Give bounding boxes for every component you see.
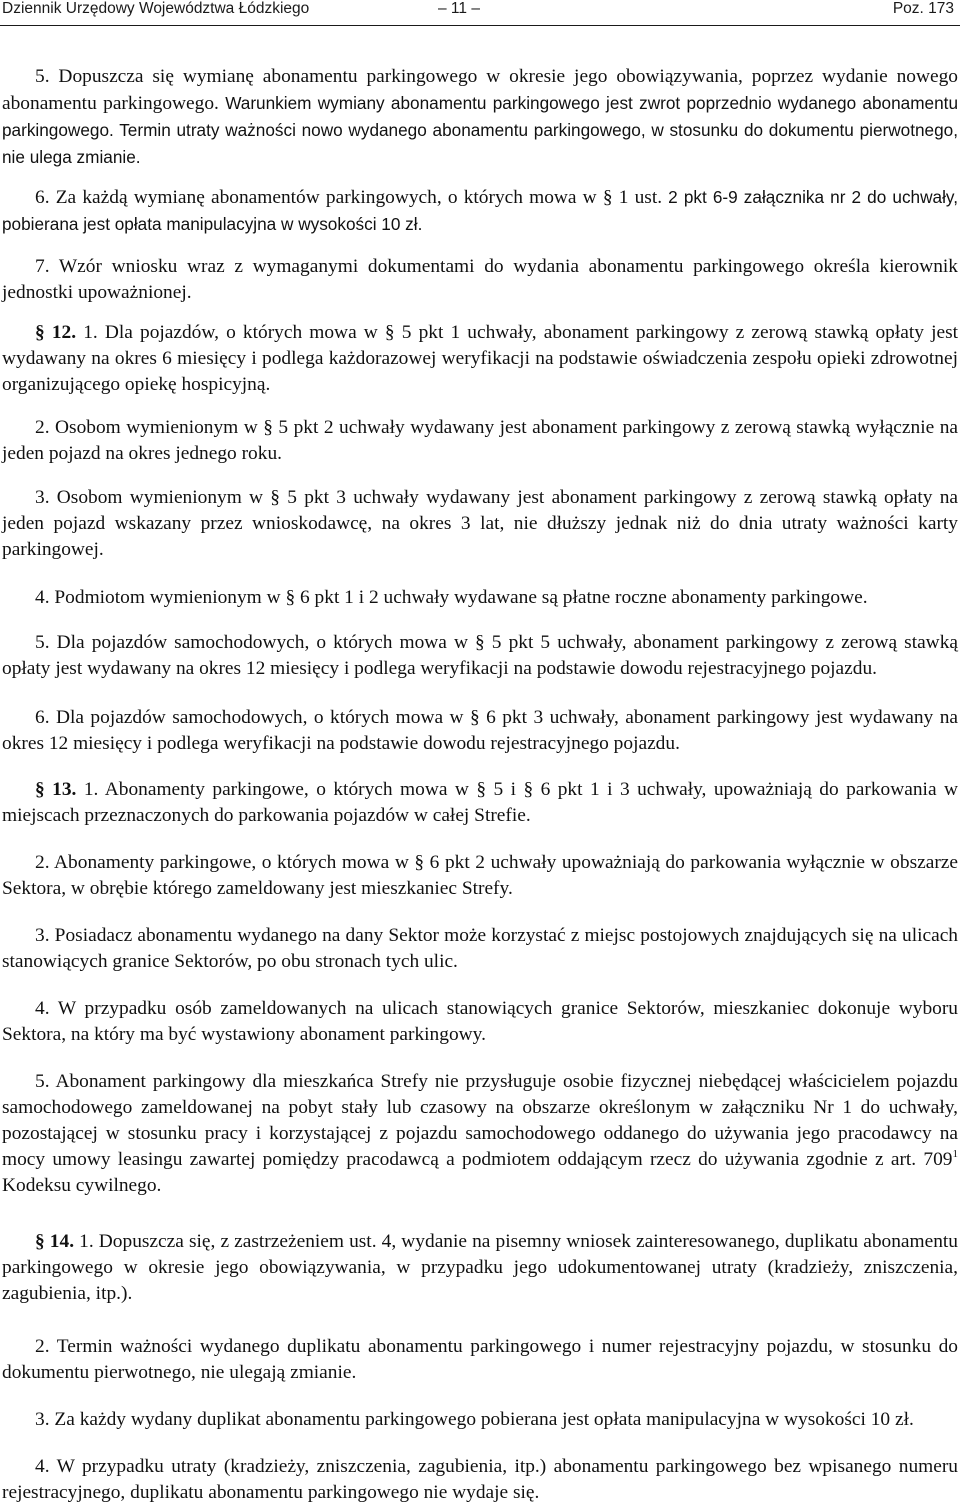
paragraph-s14-4: 4. W przypadku utraty (kradzieży, zniszczenia, zagubienia, itp.) abonamentu parkingowego bez wpisanego numeru rejestracyjnego, duplikatu abonamentu parkingowego nie wydaje się. — [2, 1456, 958, 1503]
paragraph-s12-3: 3. Osobom wymienionym w § 5 pkt 3 uchwały wydawany jest abonament parkingowy z zerową stawką opłaty na jeden pojazd wskazany przez wnioskodawcę, na okres 3 lat, nie dłuższy jednak niż do dnia utraty ważności karty parkingowej. — [2, 487, 958, 560]
position-number: Poz. 173 — [892, 0, 954, 17]
paragraph-s14-3: 3. Za każdy wydany duplikat abonamentu parkingowego pobierana jest opłata manipulacyjna w wysokości 10 zł. — [35, 1409, 914, 1430]
page-header — [0, 0, 960, 26]
paragraph-s13-4: 4. W przypadku osób zameldowanych na ulicach stanowiących granice Sektorów, mieszkaniec dokonuje wyboru Sektora, na który ma być wystawiony abonament parkingowy. — [2, 998, 958, 1045]
header-rule — [0, 25, 960, 26]
paragraph-12-7: 7. Wzór wniosku wraz z wymaganymi dokumentami do wydania abonamentu parkingowego określa kierownik jednostki upoważnionej. — [2, 256, 958, 303]
sans-fragment: Warunkiem wymiany abonamentu parkingowego jest zwrot poprzednio wydanego abonamentu parkingowego. Termin utraty ważności nowo wydanego abonamentu parkingowego, w stosunku do dokumentu pierwotnego, nie ulega zmianie. — [2, 93, 958, 167]
paragraph-s14-1: § 14. 1. Dopuszcza się, z zastrzeżeniem ust. 4, wydanie na pisemny wniosek zainteresowanego, duplikatu abonamentu parkingowego w okresie jego obowiązywania, w przypadku jego udokumentowanej utraty (kradzieży, zniszczenia, zagubienia, itp.). — [2, 1231, 958, 1304]
paragraph-s12-2: 2. Osobom wymienionym w § 5 pkt 2 uchwały wydawany jest abonament parkingowy z zerową stawką wyłącznie na jeden pojazd na okres jednego roku. — [2, 417, 958, 464]
document-body — [2, 64, 958, 1506]
section-number: § 13. — [35, 779, 77, 800]
paragraph-s12-1: § 12. 1. Dla pojazdów, o których mowa w § 5 pkt 1 uchwały, abonament parkingowy z zerową stawką opłaty jest wydawany na okres 6 miesięcy i podlega każdorazowej weryfikacji na podstawie oświadczenia zespołu opieki zdrowotnej organizującego opiekę hospicyjną. — [2, 322, 959, 395]
section-number: § 12. — [35, 322, 77, 343]
paragraph-s12-6: 6. Dla pojazdów samochodowych, o których mowa w § 6 pkt 3 uchwały, abonament parkingowy jest wydawany na okres 12 miesięcy i podlega weryfikacji na podstawie dowodu rejestracyjnego pojazdu. — [2, 707, 958, 754]
page-number: – 11 – — [438, 0, 480, 17]
sans-fragment: 2 pkt 6-9 załącznika nr 2 do uchwały, pobierana jest opłata manipulacyjna w wysokości 10 zł. — [2, 187, 958, 234]
journal-title: Dziennik Urzędowy Województwa Łódzkiego — [2, 0, 310, 17]
paragraph-s13-5: 5. Abonament parkingowy dla mieszkańca Strefy nie przysługuje osobie fizycznej niebędącej właścicielem pojazdu samochodowego zameldowanej na pobyt stały lub czasowy na obszarze określonym w załączniku Nr 1 do uchwały, pozostającej w stosunku pracy i korzystającej z pojazdu samochodowego oddanego do używania jego pracodawcy na mocy umowy leasingu zawartej pomiędzy pracodawcą a podmiotem oddającym rzecz do używania zgodnie z art. $709^1$ Kodeksu cywilnego. — [2, 1071, 958, 1196]
superscript: 1 — [952, 1148, 958, 1160]
paragraph-s13-3: 3. Posiadacz abonamentu wydanego na dany Sektor może korzystać z miejsc postojowych znajdujących się na ulicach stanowiących granice Sektorów, po obu stronach tych ulic. — [2, 925, 958, 972]
paragraph-s12-5: 5. Dla pojazdów samochodowych, o których mowa w § 5 pkt 5 uchwały, abonament parkingowy z zerową stawką opłaty jest wydawany na okres 12 miesięcy i podlega weryfikacji na podstawie dowodu rejestracyjnego pojazdu. — [2, 632, 958, 679]
paragraph-s14-2: 2. Termin ważności wydanego duplikatu abonamentu parkingowego i numer rejestracyjny pojazdu, w stosunku do dokumentu pierwotnego, nie ulegają zmianie. — [2, 1336, 958, 1383]
paragraph-s12-4: 4. Podmiotom wymienionym w § 6 pkt 1 i 2 uchwały wydawane są płatne roczne abonamenty parkingowe. — [35, 587, 868, 608]
paragraph-s13-1: § 13. 1. Abonamenty parkingowe, o których mowa w § 5 i § 6 pkt 1 i 3 uchwały, upoważniają do parkowania w miejscach przeznaczonych do parkowania pojazdów w całej Strefie. — [2, 779, 958, 826]
paragraph-12-5: 5. Dopuszcza się wymianę abonamentu parkingowego w okresie jego obowiązywania, poprzez wydanie nowego abonamentu parkingowego. Warunkiem wymiany abonamentu parkingowego jest zwrot poprzednio wydanego abonamentu parkingowego. Termin utraty ważności nowo wydanego abonamentu parkingowego, w stosunku do dokumentu pierwotnego, nie ulega zmianie. — [2, 66, 958, 167]
paragraph-s13-2: 2. Abonamenty parkingowe, o których mowa w § 6 pkt 2 uchwały upoważniają do parkowania wyłącznie w obszarze Sektora, w obrębie którego zameldowany jest mieszkaniec Strefy. — [2, 852, 958, 899]
section-number: § 14. — [35, 1231, 75, 1252]
paragraph-12-6: 6. Za każdą wymianę abonamentów parkingowych, o których mowa w § 1 ust. 2 pkt 6-9 załącznika nr 2 do uchwały, pobierana jest opłata manipulacyjna w wysokości 10 zł. — [2, 187, 958, 234]
